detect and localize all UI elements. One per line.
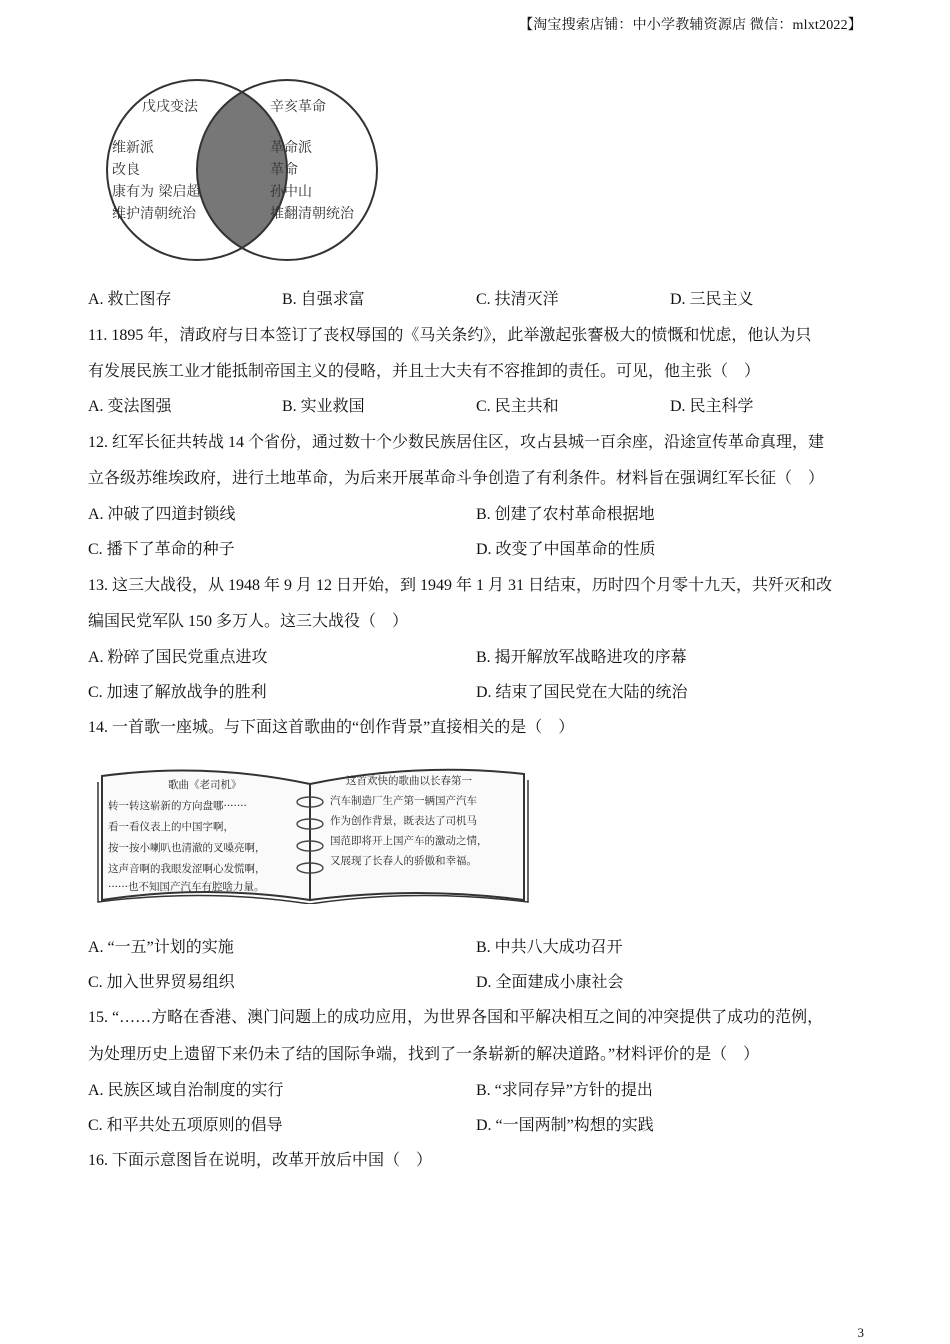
q13-option-d[interactable]: D. 结束了国民党在大陆的统治 xyxy=(476,684,688,701)
q13-option-b[interactable]: B. 揭开解放军战略进攻的序幕 xyxy=(476,649,687,666)
q12-option-a[interactable]: A. 冲破了四道封锁线 xyxy=(88,506,236,523)
venn-right-line: 孙中山 xyxy=(270,184,312,200)
q10-option-b[interactable]: B. 自强求富 xyxy=(282,291,365,308)
book-right-line: 又展现了长春人的骄傲和幸福。 xyxy=(330,855,477,867)
venn-right-line: 革命派 xyxy=(270,140,312,156)
q13-option-c[interactable]: C. 加速了解放战争的胜利 xyxy=(88,684,267,701)
q12-stem-line: 12. 红军长征共转战 14 个省份，通过数十个少数民族居住区，攻占县城一百余座，沿途宣传革命真理，建 xyxy=(88,434,825,451)
q11-option-b[interactable]: B. 实业救国 xyxy=(282,398,365,415)
q15-stem-line: 15. “……方略在香港、澳门问题上的成功应用，为世界各国和平解决相互之间的冲突提供了成功的范例， xyxy=(88,1009,824,1026)
q13-option-a[interactable]: A. 粉碎了国民党重点进攻 xyxy=(88,649,268,666)
q10-option-a[interactable]: A. 救亡图存 xyxy=(88,291,172,308)
header-note: 【淘宝搜索店铺：中小学教辅资源店 微信：mlxt2022】 xyxy=(519,18,862,33)
book-left-line: 看一看仪表上的中国字啊， xyxy=(108,821,234,833)
venn-left-title: 戊戌变法 xyxy=(142,99,198,115)
q15-option-d[interactable]: D. “一国两制”构想的实践 xyxy=(476,1117,654,1134)
q14-option-c[interactable]: C. 加入世界贸易组织 xyxy=(88,974,235,991)
venn-right-line: 推翻清朝统治 xyxy=(270,206,354,222)
q15-option-c[interactable]: C. 和平共处五项原则的倡导 xyxy=(88,1117,283,1134)
venn-right-line: 革命 xyxy=(270,162,298,178)
q12-stem-line: 立各级苏维埃政府，进行土地革命，为后来开展革命斗争创造了有利条件。材料旨在强调红军长征（ ） xyxy=(88,470,825,487)
q14-option-b[interactable]: B. 中共八大成功召开 xyxy=(476,939,623,956)
q15-option-a[interactable]: A. 民族区域自治制度的实行 xyxy=(88,1082,284,1099)
q10-option-c[interactable]: C. 扶清灭洋 xyxy=(476,291,559,308)
book-left-line: ······也不知国产汽车有腔啥力量。 xyxy=(108,881,265,893)
venn-left-line: 维新派 xyxy=(112,140,154,156)
book-right-line: 国范即将开上国产车的激动之情， xyxy=(330,835,488,847)
q11-option-a[interactable]: A. 变法图强 xyxy=(88,398,172,415)
q14-stem-line: 14. 一首歌一座城。与下面这首歌曲的“创作背景”直接相关的是（ ） xyxy=(88,719,575,736)
book-left-line: 这声音啊的我眼发涩啊心发慌啊， xyxy=(108,863,266,875)
venn-left-line: 康有为 梁启超 xyxy=(112,184,201,200)
page-number: 3 xyxy=(857,1325,864,1340)
q13-stem-line: 13. 这三大战役，从 1948 年 9 月 12 日开始，到 1949 年 1 月 31 日结束，历时四个月零十九天，共歼灭和改 xyxy=(88,577,833,594)
q13-stem-line: 编国民党军队 150 多万人。这三大战役（ ） xyxy=(88,613,409,630)
q15-option-b[interactable]: B. “求同存异”方针的提出 xyxy=(476,1082,653,1099)
book-left-line: 转一转这崭新的方向盘哪······· xyxy=(108,800,247,812)
book-right-line: 作为创作背景，既表达了司机马 xyxy=(330,815,477,827)
q11-option-d[interactable]: D. 民主科学 xyxy=(670,398,754,415)
q12-option-d[interactable]: D. 改变了中国革命的性质 xyxy=(476,541,656,558)
venn-left-line: 改良 xyxy=(112,162,140,178)
venn-left-line: 维护清朝统治 xyxy=(112,206,196,222)
book-right-line: 这首欢快的歌曲以长春第一 xyxy=(346,775,472,787)
q12-option-c[interactable]: C. 播下了革命的种子 xyxy=(88,541,235,558)
q14-option-a[interactable]: A. “一五”计划的实施 xyxy=(88,939,234,956)
book-right-line: 汽车制造厂生产第一辆国产汽车 xyxy=(330,795,477,807)
q11-option-c[interactable]: C. 民主共和 xyxy=(476,398,559,415)
book-left-title: 歌曲《老司机》 xyxy=(168,779,242,791)
q14-option-d[interactable]: D. 全面建成小康社会 xyxy=(476,974,624,991)
q11-stem-line: 有发展民族工业才能抵制帝国主义的侵略，并且士大夫有不容推卸的责任。可见，他主张（ ） xyxy=(88,363,761,380)
venn-diagram xyxy=(92,70,392,266)
q15-stem-line: 为处理历史上遗留下来仍未了结的国际争端，找到了一条崭新的解决道路。”材料评价的是（ ） xyxy=(88,1046,760,1063)
q10-option-d[interactable]: D. 三民主义 xyxy=(670,291,754,308)
q12-option-b[interactable]: B. 创建了农村革命根据地 xyxy=(476,506,655,523)
song-book-illustration xyxy=(96,762,530,904)
book-left-line: 按一按小喇叭也清澈的叉嗓亮啊， xyxy=(108,842,266,854)
q16-stem-line: 16. 下面示意图旨在说明，改革开放后中国（ ） xyxy=(88,1152,433,1169)
q11-stem-line: 11. 1895 年，清政府与日本签订了丧权辱国的《马关条约》，此举激起张謇极大的愤慨和忧虑，他认为只 xyxy=(88,327,812,344)
venn-right-title: 辛亥革命 xyxy=(270,99,326,115)
